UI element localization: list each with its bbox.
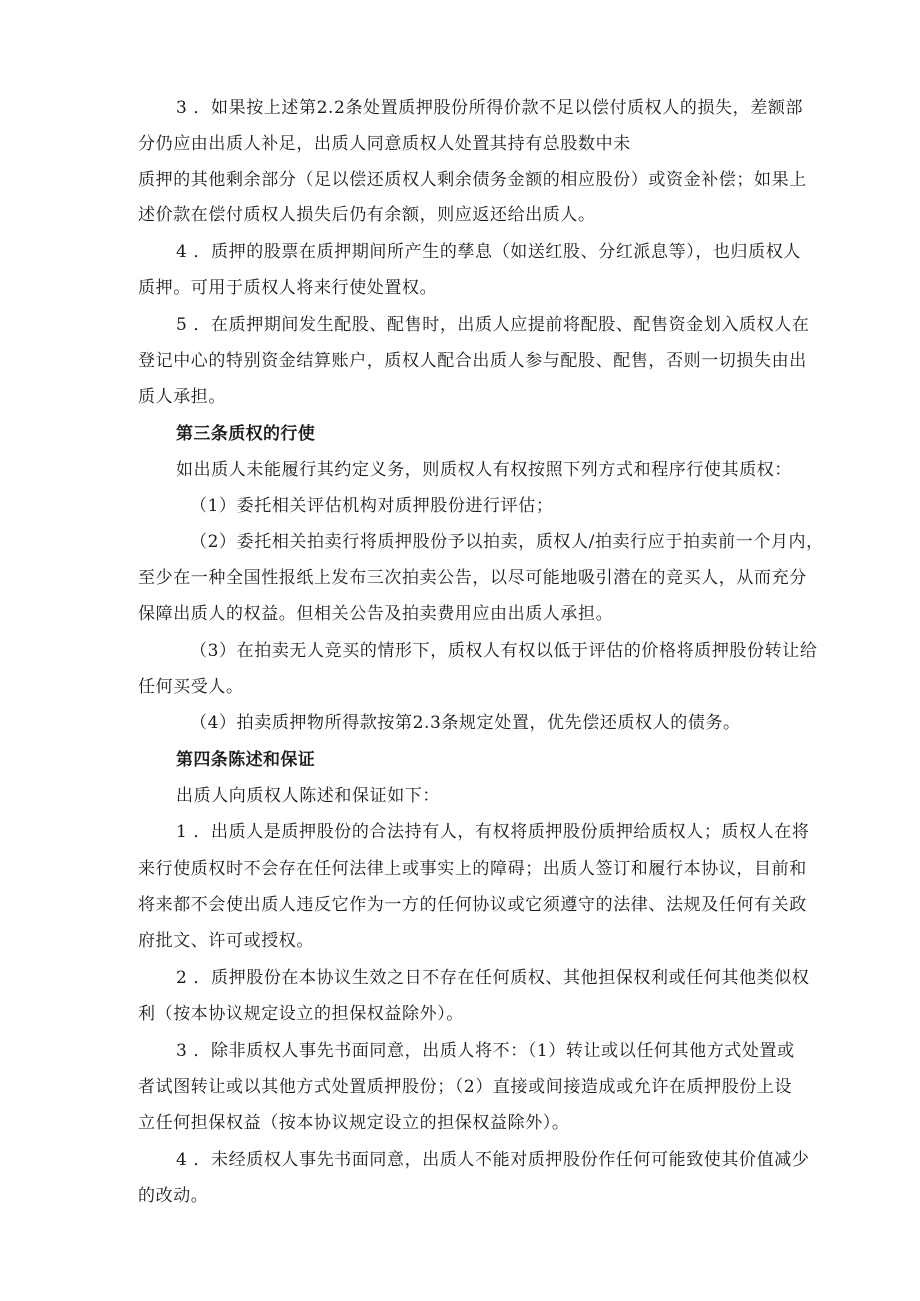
section-heading-article-4: 第四条陈述和保证 — [176, 750, 316, 770]
paragraph-line: 分仍应由出质人补足，出质人同意质权人处置其持有总股数中未 — [138, 134, 631, 154]
paragraph-line: 立任何担保权益（按本协议规定设立的担保权益除外）。 — [138, 1113, 570, 1133]
paragraph-line: 质人承担。 — [138, 387, 226, 407]
paragraph-line: 的改动。 — [138, 1186, 209, 1206]
paragraph-line: 3 ．除非质权人事先书面同意，出质人将不：（1）转让或以任何其他方式处置或 — [176, 1041, 795, 1061]
paragraph-line: 5 ．在质押期间发生配股、配售时，出质人应提前将配股、配售资金划入质权人在 — [176, 315, 810, 335]
paragraph-line: （4）拍卖质押物所得款按第2.3条规定处置，优先偿还质权人的债务。 — [190, 713, 741, 733]
paragraph-line: 府批文、许可或授权。 — [138, 931, 314, 951]
paragraph-line: 1 ．出质人是质押股份的合法持有人，有权将质押股份质押给质权人；质权人在将 — [176, 822, 810, 842]
paragraph-line: （2）委托相关拍卖行将质押股份予以拍卖，质权人/拍卖行应于拍卖前一个月内， — [190, 532, 824, 552]
paragraph-line: 至少在一种全国性报纸上发布三次拍卖公告，以尽可能地吸引潜在的竞买人，从而充分 — [138, 568, 807, 588]
paragraph-line: 4 ．未经质权人事先书面同意，出质人不能对质押股份作任何可能致使其价值减少 — [176, 1150, 810, 1170]
paragraph-line: 登记中心的特别资金结算账户，质权人配合出质人参与配股、配售，否则一切损失由出 — [138, 351, 807, 371]
paragraph-line: 来行使质权时不会存在任何法律上或事实上的障碍；出质人签订和履行本协议，目前和 — [138, 859, 807, 879]
paragraph-line: 质押。可用于质权人将来行使处置权。 — [138, 278, 438, 298]
paragraph-line: 2 ．质押股份在本协议生效之日不存在任何质权、其他担保权利或任何其他类似权 — [176, 968, 810, 988]
paragraph-line: （3）在拍卖无人竞买的情形下，质权人有权以低于评估的价格将质押股份转让给 — [190, 641, 818, 661]
paragraph-line: 者试图转让或以其他方式处置质押股份；（2）直接或间接造成或允许在质押股份上设 — [138, 1077, 793, 1097]
paragraph-line: 出质人向质权人陈述和保证如下： — [176, 786, 440, 806]
paragraph-line: 3 ．如果按上述第2.2条处置质押股份所得价款不足以偿付质权人的损失，差额部 — [176, 98, 804, 118]
paragraph-line: 述价款在偿付质权人损失后仍有余额，则应返还给出质人。 — [138, 205, 596, 225]
paragraph-line: 利（按本协议规定设立的担保权益除外）。 — [138, 1004, 464, 1024]
section-heading-article-3: 第三条质权的行使 — [176, 424, 316, 444]
paragraph-line: 将来都不会使出质人违反它作为一方的任何协议或它须遵守的法律、法规及任何有关政 — [138, 895, 807, 915]
paragraph-line: 4 ．质押的股票在质押期间所产生的孳息（如送红股、分红派息等），也归质权人 — [176, 242, 801, 262]
paragraph-line: 如出质人未能履行其约定义务，则质权人有权按照下列方式和程序行使其质权： — [176, 460, 792, 480]
paragraph-line: 质押的其他剩余部分（足以偿还质权人剩余债务金额的相应股份）或资金补偿；如果上 — [138, 170, 807, 190]
paragraph-line: 任何买受人。 — [138, 677, 244, 697]
paragraph-line: （1）委托相关评估机构对质押股份进行评估； — [190, 496, 554, 516]
paragraph-line: 保障出质人的权益。但相关公告及拍卖费用应由出质人承担。 — [138, 604, 614, 624]
